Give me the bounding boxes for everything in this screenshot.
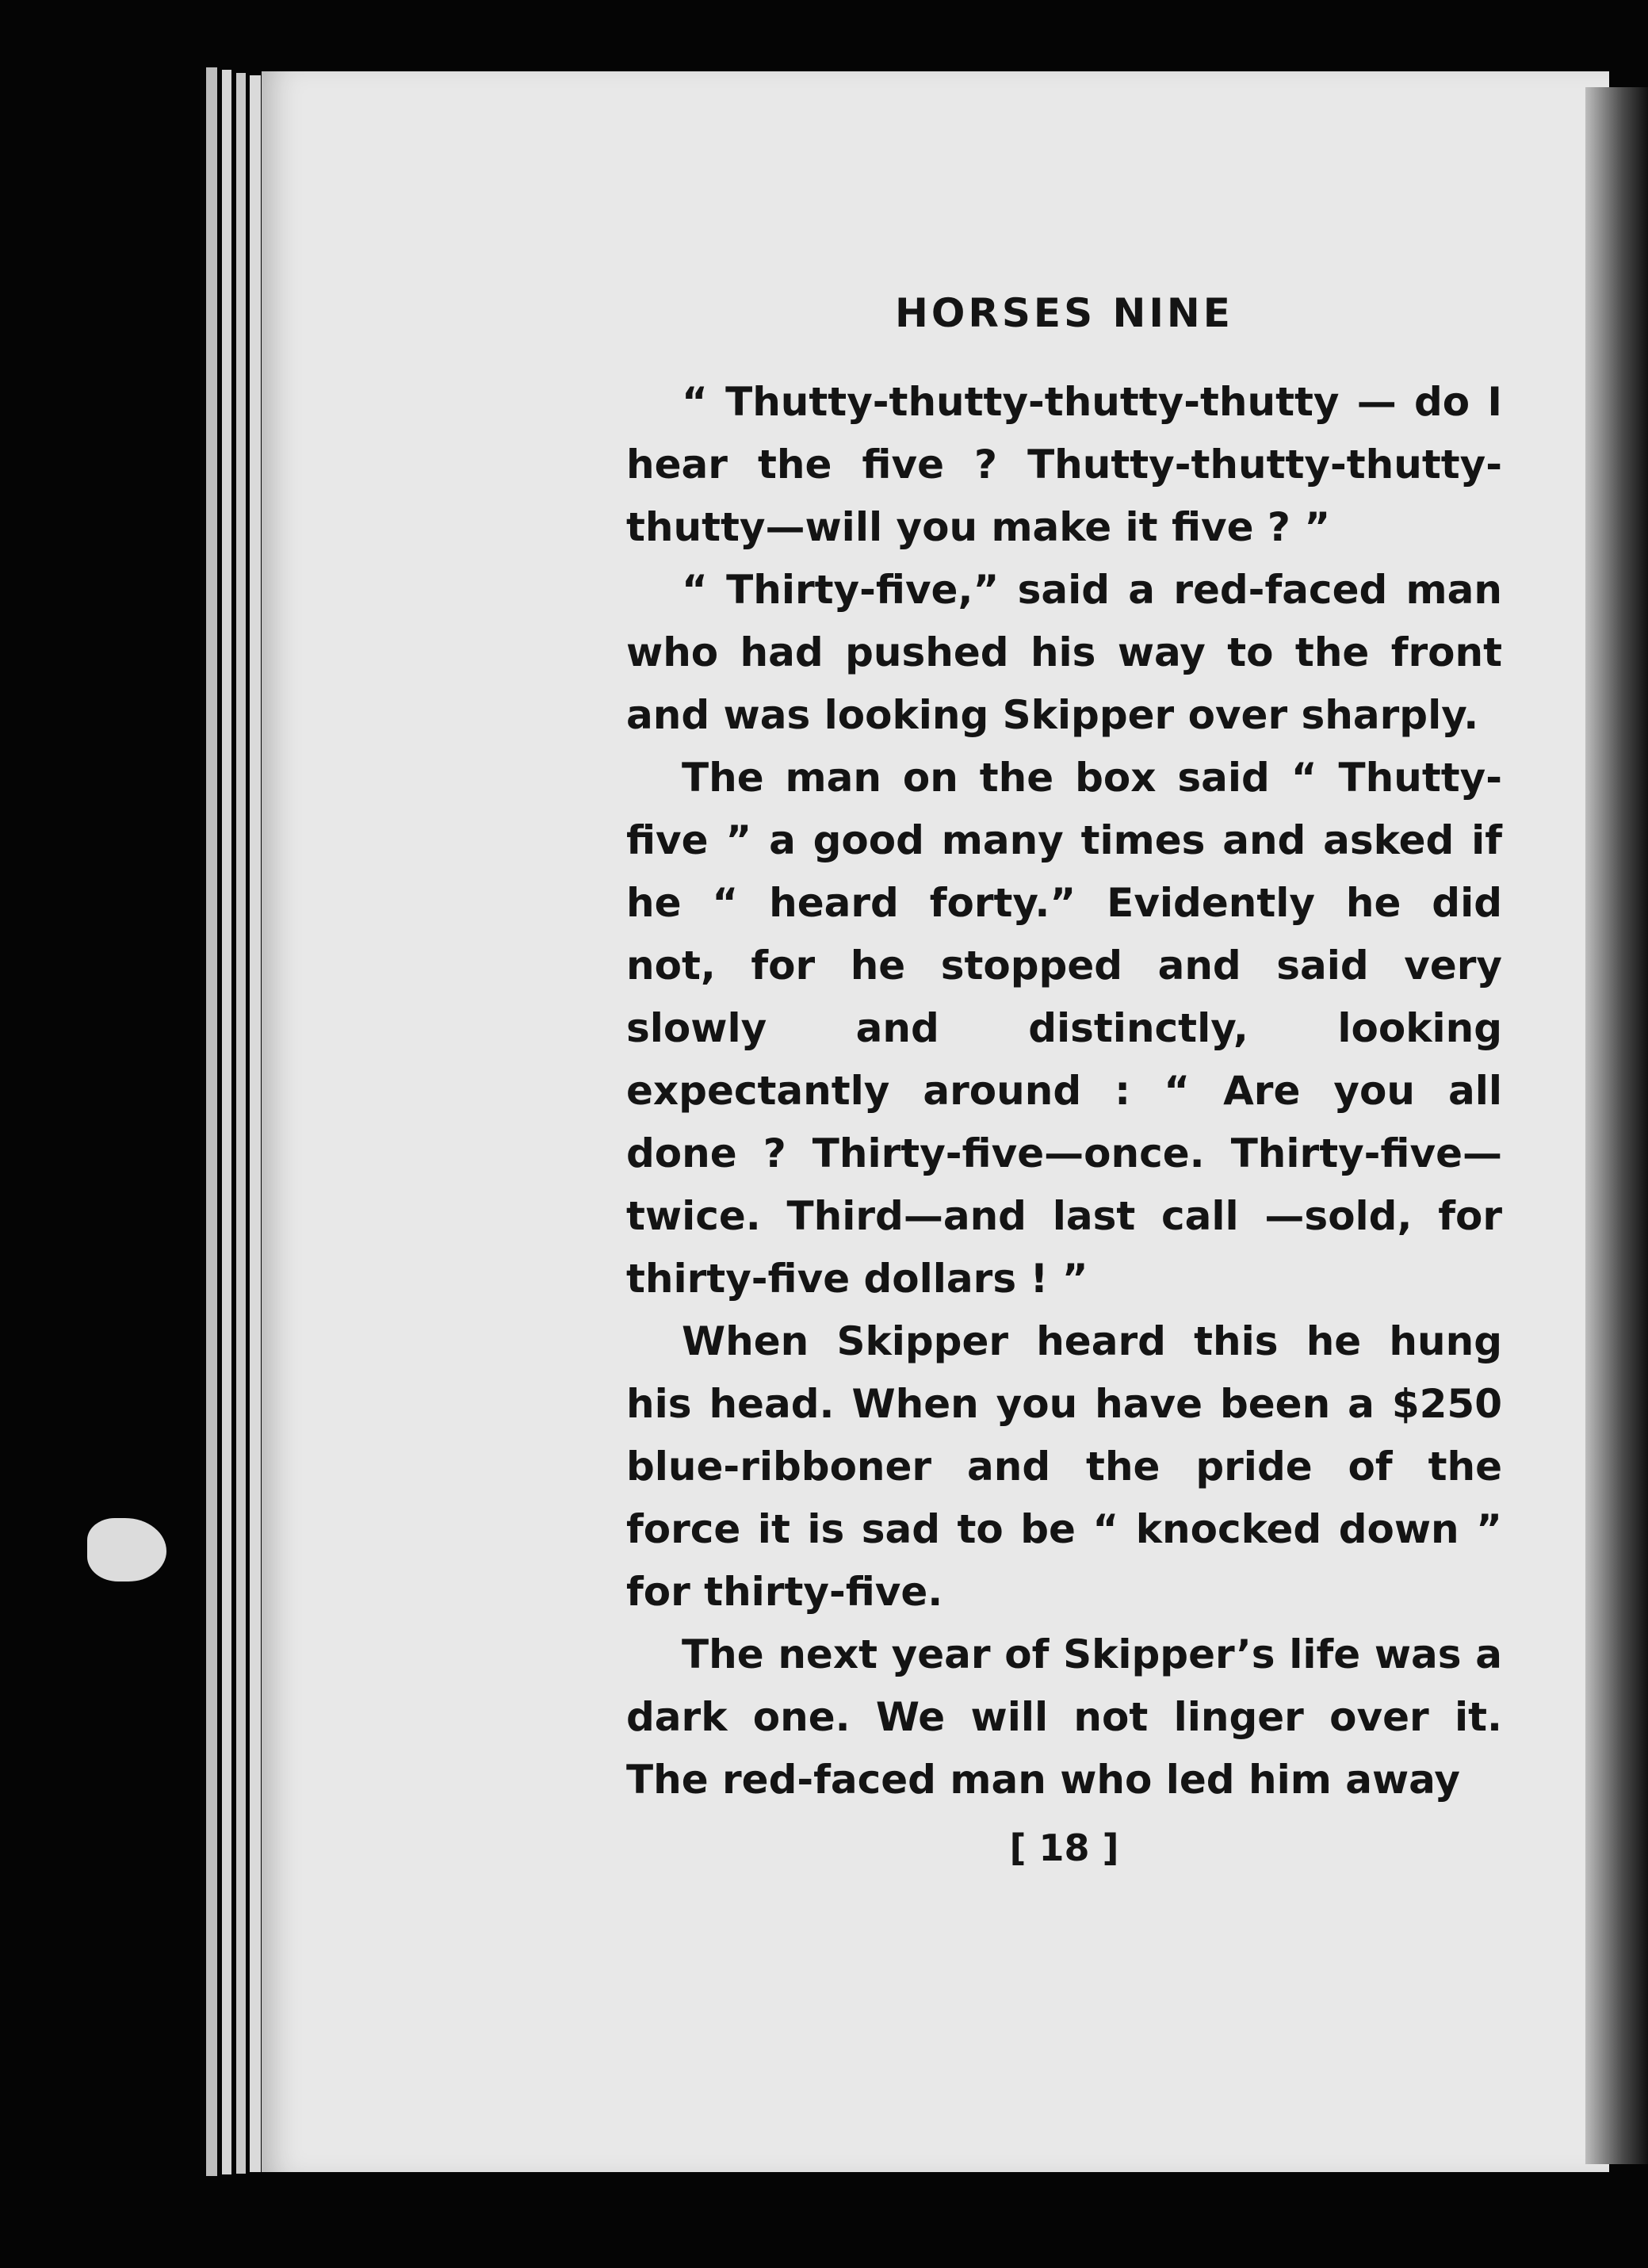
page-edge (222, 70, 231, 2174)
paragraph-1: “ Thutty-thutty-thutty-thutty — do I hear the five ? Thutty-thutty-thutty-thutty—will you make it five ? ” (626, 379, 1502, 550)
paragraph-4: When Skipper heard this he hung his head. When you have been a $250 blue-ribboner and the pride of the force it is sad to be “ knocked down ” for thirty-five. (626, 1318, 1502, 1615)
paragraph-3: The man on the box said “ Thutty-five ” a good many times and asked if he “ heard forty.” Evidently he did not, for he stopped and said very slowly and distinctly, looking expectantly around : “ Are you all done ? Thirty-five—once. Thirty-five—twice. Third—and last call —sold, for thirty-five dollars ! ” (626, 755, 1502, 1302)
binding-shadow (1585, 87, 1648, 2164)
paper-smudge (87, 1518, 166, 1581)
page-edge (206, 67, 217, 2176)
page-edge (236, 73, 246, 2174)
page-text-block (626, 270, 1502, 1880)
paragraph-5: The next year of Skipper’s life was a dark one. We will not linger over it. The red-faced man who led him away (626, 1631, 1502, 1803)
running-head: HORSES NINE (895, 290, 1233, 336)
paragraph-2: “ Thirty-five,” said a red-faced man who had pushed his way to the front and was looking Skipper over sharply. (626, 567, 1502, 738)
page-edge (250, 75, 261, 2172)
page-number: [ 18 ] (1009, 1826, 1119, 1869)
